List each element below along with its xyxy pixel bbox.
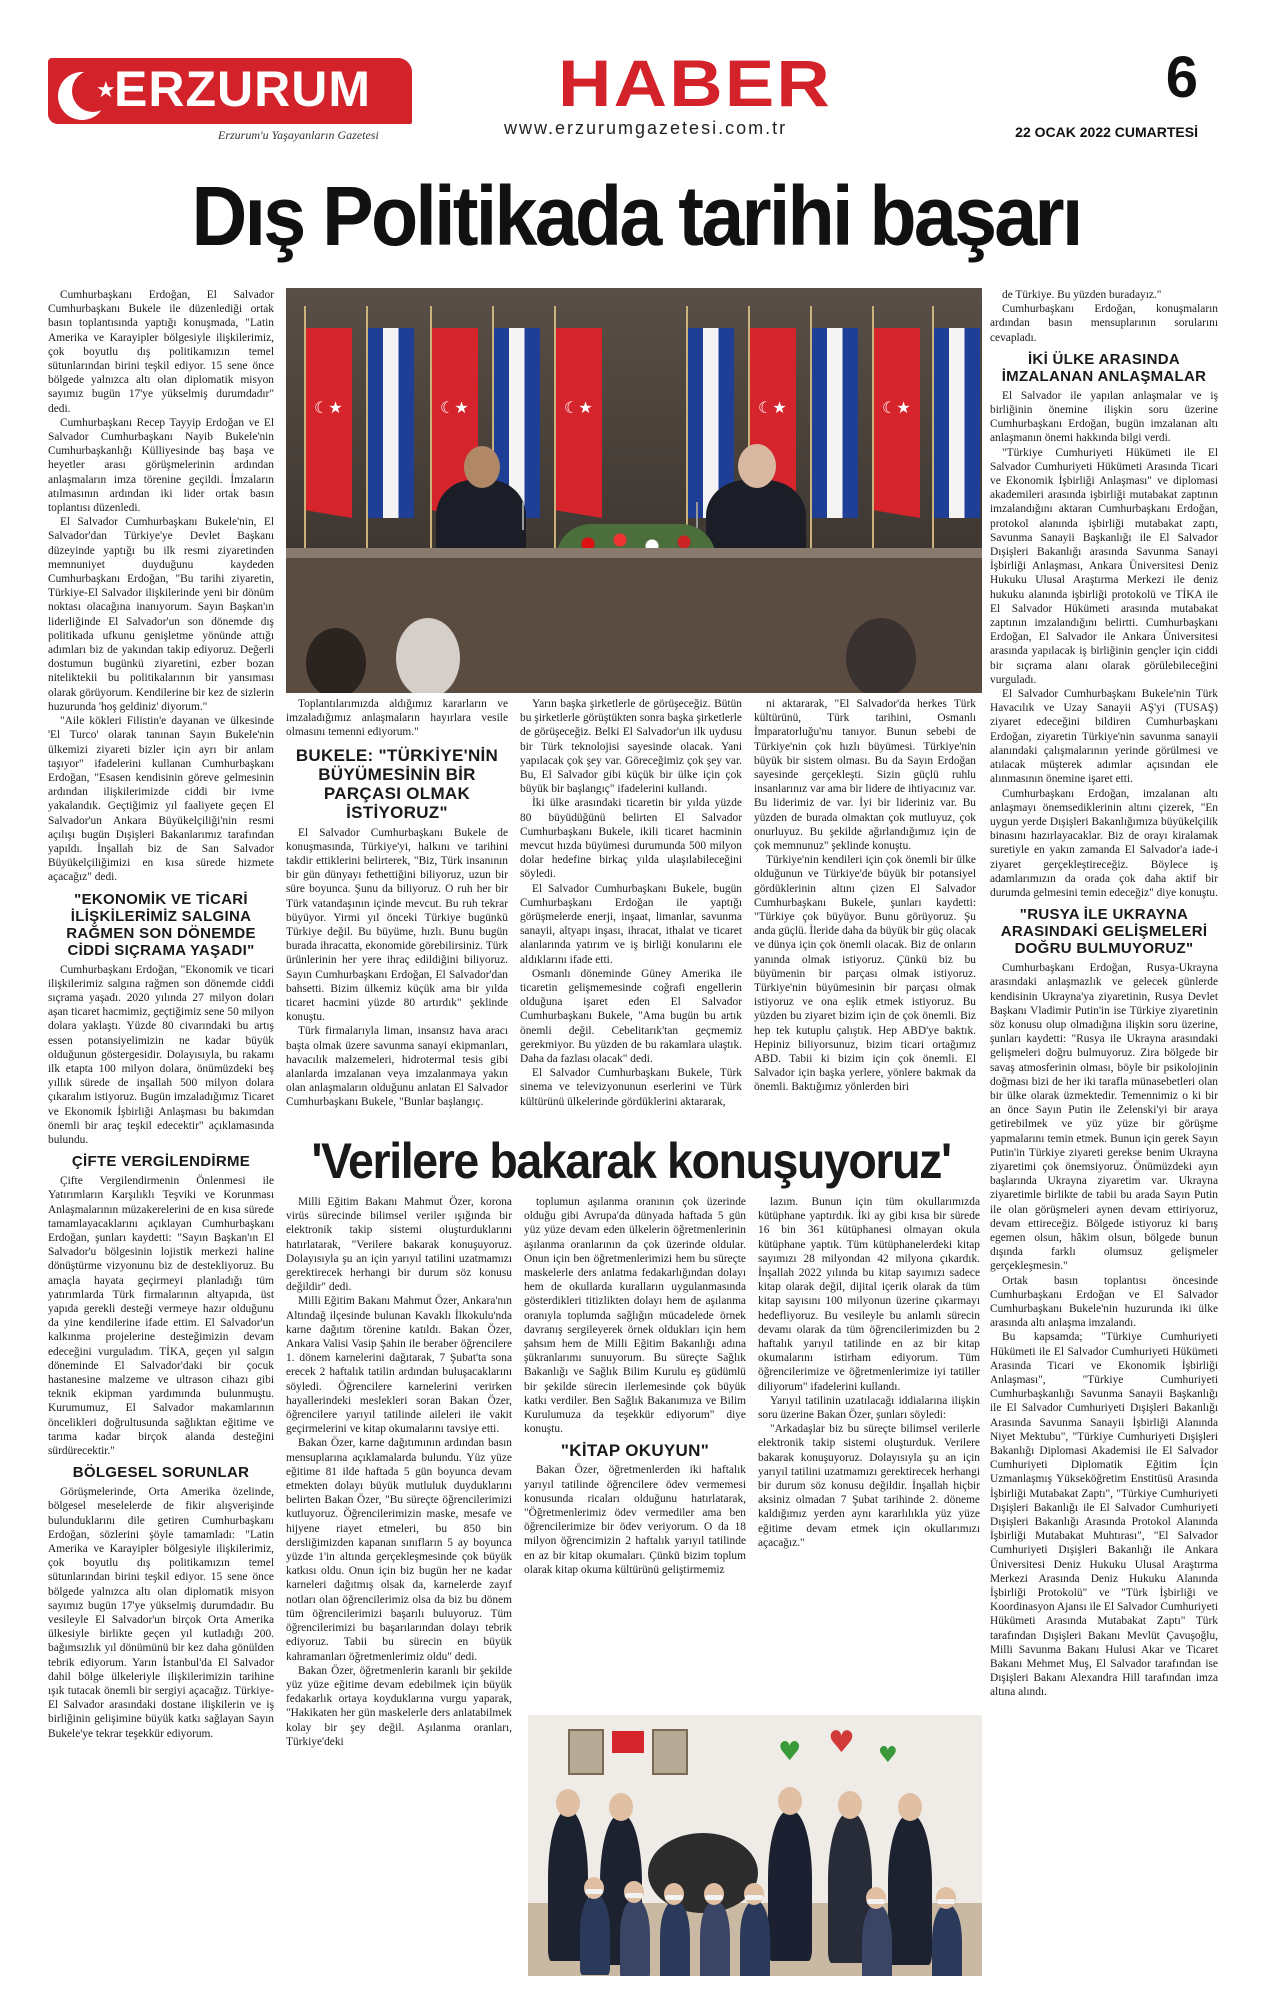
child-head [624,1881,644,1903]
newspaper-logo[interactable] [48,58,412,154]
turkish-flag-icon [556,328,602,518]
person-head [464,446,500,488]
paragraph: Yarıyıl tatilinin uzatılacağı iddialarına ilişkin soru üzerine Bakan Özer, şunları söyledi: [758,1394,980,1422]
paragraph: El Salvador Cumhurbaşkanı Bukele de konuşmasında, Türkiye'yi, halkını ve tarihini takdir ettiklerini belirterek, "Biz, Türk insanının bir gün dünyayı fethettiğini biliyoruz, uzun bir süre boyunca. Şunu da biliyoruz. O ruh her bir Türk vatandaşının içinde mevcut. Bu ruh tekrar büyüyor. Yirmi yıl önceki Türkiye bugünkü Türkiye değil. Bu büyüme, hızlı. Bunu bugün burada ihracatta, ekonomide görebilirsiniz. Türk ürünlerinin her yere ihraç edildiğini biliyoruz. Sayın Cumhurbaşkanı Erdoğan, El Salvador'dan bahsetti. Bizim ülkemiz küçük ama bir yılda ticaret hacmini yüzde 80 artırdık" şeklinde konuştu. [286,826,508,1024]
star-icon: ★ [96,78,116,103]
subheading-kitap: "KİTAP OKUYUN" [560,1441,710,1461]
masthead [48,44,1228,154]
website-link[interactable]: www.erzurumgazetesi.com.tr [504,118,788,138]
portrait-frame [568,1729,604,1775]
paragraph: Türk firmalarıyla liman, insansız hava aracı başta olmak üzere savunma sanayi ekipmanları, havacılık malzemeleri, hidrotermal tesis gibi alanlarda imzalanan veya imzalanmaya yakın olan anlaşmaların olduğunu anlatan El Salvador Cumhurbaşkanı Bukele, "Bunlar başlangıç. [286,1025,508,1109]
portrait-frame [652,1729,688,1775]
face-mask [867,1899,885,1904]
paragraph: ni aktararak, "El Salvador'da herkes Türk kültürünü, Türk tarihini, Osmanlı İmparatorluğu'nu tanıyor. Bunun sebebi de Türkiye'nin çok hızlı büyümesi. Türkiye'nin büyük bir sistem olması. Bu da Sayın Erdoğan sayesinde gerçekleşti. Sizin güçlü ruhlu insanlarınız var ama bir lidere de ihtiyacınız var. Bu liderimiz de var. İyi bir lideriniz var. Bu yüzden de burada olmaktan çok mutluyuz, çok onurluyuz. Bu şekilde ağırlandığımız için de çok memnunuz" şeklinde konuştu. [754,698,976,853]
subheading-bukele: BUKELE: "TÜRKİYE'NİN BÜYÜMESİNİN BİR PARÇASI OLMAK İSTİYORUZ" [295,745,499,822]
child-figure [700,1901,730,1976]
paragraph: de Türkiye. Bu yüzden buradayız." [1002,289,1162,301]
audience-head [306,628,366,693]
paragraph: Cumhurbaşkanı Erdoğan, "Ekonomik ve ticari ilişkilerimiz salgına rağmen son dönemde ciddi sıçrama yaşadı. 2020 yılında 27 milyon doları aşan ticaret hacmimiz, geçtiğimiz sene 50 milyon dolara yaklaştı. Yüzde 80 civarındaki bu artış essen potansiyelimizin ne kadar büyük olduğunun göstergesidir. Dolayısıyla, bu rakamı ilk etapta 100 milyon dolara, önümüzdeki beş yıllık sürede de inşallah 500 milyon dolara çıkaralım istiyoruz. Bugün imzaladığımız Ticaret ve Ekonomik İşbirliği Anlaşması bu bakımdan önemli bir araç teşkil edecektir" açıklamasında bulundu. [48,963,274,1146]
flag-pole [872,306,874,556]
person-head [738,444,776,488]
face-mask [625,1893,643,1898]
classroom-photo [528,1715,982,1976]
section-title: HABER [558,46,833,120]
child-head [936,1887,956,1909]
person-head [556,1789,580,1817]
child-figure [660,1901,690,1976]
person-head [778,1787,802,1815]
face-mask [937,1899,955,1904]
audience-head [846,618,916,693]
audience-head [396,618,460,693]
paragraph: İki ülke arasındaki ticaretin bir yılda yüzde 80 büyüdüğünü belirten El Salvador Cumhurbaşkanı Bukele, ikili ticaret hacminin mevcut hızda büyümesi durumunda 500 milyon dolar hedefine birkaç yılda ulaşılabileceğini söyledi. [520,797,742,881]
main-headline: Dış Politikada tarihi başarı [191,169,1081,263]
paragraph: Cumhurbaşkanı Erdoğan, El Salvador Cumhurbaşkanı Bukele ile düzenlediği ortak basın toplantısında yaptığı konuşmada, "Latin Amerika ve Karayipler bölgesiyle ilişkilerimiz, çok boyutlu dış politikamızın temel sütunlarından birini teşkil ediyor. 15 sene önce bölgede yalnızca altı olan diplomatik misyon sayımız bugün 17'ye yükselmiş durumdadır" dedi. [48,289,274,415]
paragraph: Bakan Özer, karne dağıtımının ardından basın mensuplarına açıklamalarda bulundu. Yüz yüze eğitime 81 ilde haftada 5 gün boyunca devam etmekten dolayı büyük mutluluk duyduklarını belirten Bakan Özer, "Bu süreçte öğrencilerimizi kutluyoruz. Öğrencilerimizin maske, mesafe ve hijyene riayet etmeleri, bu 850 bin dersliğimizden kapanan sınıfların 5 ay boyunca yüzde 1'in altında gerçekleşmesinde çok büyük katkısı oldu. Onun için biz bugün her ne kadar karneleri dağıtmış olsak da, karnelerde zayıf notları olan öğrencilerimiz olsa da biz bu dönem tüm öğrencilerimizi başarılı buluyoruz. Tüm öğrencilerimizi bu başarılarından dolayı tebrik ediyoruz. Tabii bu sürecin en büyük kahramanları öğretmenlerimiz oldu" dedi. [286,1437,512,1663]
paragraph: lazım. Bunun için tüm okullarımızda kütüphane yaptırdık. İki ay gibi kısa bir sürede 16 bin 361 kütüphanesi olmayan okula kütüphane yaptık. Tüm kütüphanelerdeki kitap sayımızı 28 milyondan 42 milyona çıkardık. İnşallah 2022 yılında bu kitap sayımızı sadece kitap olarak değil, dijital içerik olarak da tüm kitap sayısını 100 milyonun üzerine çıkarmayı hedefliyoruz. Bu vesileyle bu anlamlı sürecin devamı olarak da tüm öğrencilerimizden bu 2 haftalık yarıyıl tatilinde en az bir kitap okumalarını istirham ediyorum. Tüm öğrencilerimize ve öğretmenlerimize iyi tatiller diliyorum" ifadelerini kullandı. [758,1196,980,1393]
child-figure [620,1899,650,1976]
article2-column-2 [524,1195,746,1705]
paragraph: Görüşmelerinde, Orta Amerika özelinde, bölgesel meselelerde de fikir alışverişinde bulunduklarını dile getiren Cumhurbaşkanı Erdoğan, sözlerini şöyle tamamladı: "Latin Amerika ve Karayipler bölgesiyle ilişkilerimiz, çok boyutlu dış politikamızın temel sütunlarından birini teşkil ediyor. 15 sene önce bölgede yalnızca altı olan diplomatik misyon sayımız bugün 17'ye yükselmiş durumdadır. Bu vesileyle El Salvador'un birçok Orta Amerika ülkesiyle birlikte geçen yıl kutladığı 200. bağımsızlık yıl dönümünü bir kez daha gönülden tebrik ediyorum. Yarın İstanbul'da El Salvador dahil bölge ülkeleriyle ilişkilerimizin tarihine ışık tutacak önemli bir sergiyi açacağız. Türkiye-El Salvador arasındaki dostane ilişkilerin ve iş birliğinin gelişimine büyük katkı sağlayan Sayın Bukele'ye tekrar teşekkür ediyorum. [48,1486,274,1740]
paragraph: "Arkadaşlar biz bu süreçte bilimsel verilerle elektronik takip sistemi oluşturduk. Verilere bakarak konuşuyoruz. Dolayısıyla şu an için yarıyıl tatilini uzatmamızı gerektirecek herhangi bir durum söz konusu değildir. İnşallah hiçbir aksiniz olmadan 7 Şubat tarihinde 2. döneme kaldığımız yerden aynı kararlılıkla yüz yüze eğitime devam etmek için okullarımızı açacağız." [758,1423,980,1549]
person-head [898,1793,922,1821]
paragraph: Bu kapsamda; "Türkiye Cumhuriyeti Hükümeti ile El Salvador Cumhuriyeti Hükümeti Arasında Ticari ve Ekonomik İşbirliği Anlaşması", "Türkiye Cumhuriyeti Cumhurbaşkanlığı Savunma Sanayii Başkanlığı ile El Salvador Cumhuriyeti Dışişleri Bakanlığı Arasında Savunma Sanayii İşbirliği Alanında Niyet Mektubu", "Türkiye Cumhuriyeti Dışişleri Bakanlığı Diplomasi Akademisi ile El Salvador Cumhuriyeti Diplomatik Eğitim İçin Uzmanlaşmış Yükseköğretim Enstitüsü Arasında İşbirliği Mutabakat Zaptı", "Türkiye Cumhuriyeti Dışişleri Bakanlığı ile El Salvador Cumhuriyeti Dışişleri Bakanlığı Arasında Protokol Alanında İşbirliği Mutabakat Muhtırası", "El Salvador Cumhuriyeti Dışişleri Bakanlığı ile Ankara Üniversitesi Deniz Hukuku Ulusal Araştırma Merkezi Arasında Deniz Hukuku Alanında İşbirliği Protokolü" ve "Türk İşbirliği ve Koordinasyon Ajansı ile El Salvador Cumhuriyeti Hükümeti Arasında Mutabakat Zaptı" Türk tarafından Dışişleri Bakanı Mevlüt Çavuşoğlu, Milli Savunma Bakanı Hulusi Akar ve Ticaret Bakanı Mehmet Muş, El Salvador tarafından ise Dışişleri Bakanı Alexandra Hill tarafından imza altına alındı. [990,1331,1218,1699]
turkish-flag-icon [612,1731,644,1753]
paragraph: Cumhurbaşkanı Erdoğan, konuşmaların ardından basın mensuplarının sorularını cevapladı. [990,303,1218,344]
person-head [609,1793,633,1821]
paragraph: "Türkiye Cumhuriyeti Hükümeti ile El Salvador Cumhuriyeti Hükümeti Arasında Ticari ve Ekonomik İşbirliği Anlaşması" ve diplomasi akademileri arasında işbirliği mutabakat zaptının imzalandığını aktaran Cumhurbaşkanı Erdoğan, protokol alanında işbirliği mutabakat zaptı, Savunma Sanayii Başkanlığı ile El Salvador Dışişleri Bakanlığı arasında Savunma Sanayi İşbirliği Anlaşması, Ankara Üniversitesi Deniz Hukuku Ulusal Araştırma Merkezi ile deniz hukuku alanında işbirliği protokolü ve TİKA ile El Salvador Hükümeti arasında mutabakat zaptının imzalandığını belirtti. Cumhurbaşkanı Erdoğan, El Salvador ile Ankara Üniversitesi arasında yapılacak iş birliğinin gençler için ciddi bir sıçrama alanı olarak görülebileceğini vurguladı. [990,446,1218,686]
logo-tagline: Erzurum'u Yaşayanların Gazetesi [218,128,379,142]
child-figure [740,1901,770,1976]
paragraph: El Salvador Cumhurbaşkanı Bukele'nin Türk Havacılık ve Uzay Sanayii AŞ'yi (TUSAŞ) ziyaret edeceğini bildiren Cumhurbaşkanı Erdoğan, ziyaretin Türkiye'nin savunma sanayii alanındaki çalışmalarının yerinde görülmesi ve atılacak müşterek adımlar açısından ele alınmasının önemine işaret etti. [990,688,1218,786]
paragraph: Osmanlı döneminde Güney Amerika ile ticaretin gelişmemesinde coğrafi engellerin olduğuna işaret eden El Salvador Cumhurbaşkanı Bukele, "Ama bugün bu artık önemli değil. Cebelitarık'tan geçmemiz gerekmiyor. Bu yüzden de bu rakamlara ulaştık. Daha da fazlası olacak" dedi. [520,967,742,1066]
child-head [664,1883,684,1905]
child-figure [580,1895,610,1975]
paragraph: Cumhurbaşkanı Erdoğan, Rusya-Ukrayna arasındaki anlaşmazlık ve gelecek günlerde kendisinin Ukrayna'ya ziyaretinin, Rusya Devlet Başkanı Vladimir Putin'in ise Türkiye ziyaretinin söz konusu olup olmadığına ilişkin soru üzerine, şunları kaydetti: "Rusya ile Ukrayna arasındaki gelişmeleri doğru bulmuyoruz. Zira bölgede bir savaş atmosferinin olması, böyle bir psikolojinin doğması bizi de her iki tarafla münasebetleri olan bir ülke olarak üzmektedir. Temennimiz o ki bir an önce Sayın Putin ile Zelenski'yi bir araya getirebilmek ve yüz yüze bir görüşme yapmalarını temin etmek. Bunun için gerek Sayın Putin'in Türkiye ziyareti gerekse benim Ukrayna ziyaretimi çok önemsiyoruz. Önümüzdeki ayın başlarında Ukrayna ziyaretim var. Ukrayna ziyaretimle birlikte de tabii bu arada Sayın Putin ile olan görüşmeleri aynen devam ettiriyoruz, devam ettireceğiz. Bölgede istiyoruz ki barış egemen olsun, hâkim olsun, bölgede bunun dışında farklı olumsuz gelişmeler gerçekleşmesin." [990,962,1218,1273]
paragraph: Milli Eğitim Bakanı Mahmut Özer, Ankara'nın Altındağ ilçesinde bulunan Kavaklı İlkokulu'nda karne dağıtım törenine katıldı. Bakan Özer, Ankara Valisi Vasip Şahin ile beraber öğrencilere 1. dönem karnelerini dağıtarak, 7 Şubat'ta sona erecek 2 haftalık tatilin ardından buluşacaklarını söyledi. Öğrencilere karnelerini verirken hayallerindeki meslekleri soran Bakan Özer, öğrencilere yarıyıl tatilinde aileleri ile vakit geçirmelerini ve kitap okumalarını tavsiye etti. [286,1295,512,1436]
article1-column-5 [990,288,1218,1996]
issue-date: 22 OCAK 2022 CUMARTESİ [1015,124,1198,140]
turkish-flag-icon [306,328,352,518]
face-mask [585,1889,603,1894]
heart-decoration-icon: ♥ [778,1737,802,1767]
paragraph: Çifte Vergilendirmenin Önlenmesi ile Yatırımların Karşılıklı Teşviki ve Korunması Anlaşmalarının müzakerelerini de en kısa sürede tamamlayacaklarını açıklayan Cumhurbaşkanı Erdoğan, şunları kaydetti: "Sayın Başkan'ın El Salvador'u bölgesinin lojistik merkezi haline dönüştürme vizyonunu biz de destekliyoruz. Bu amaçla hayata geçirmeyi planladığı tüm yatırımlarda Türk firmalarının altyapıda, üst yapıda gerekli desteği vermeye hazır olduğunu da yine kendilerine ifade ettim. El Salvador'un kalkınma projelerine desteğimizin devam edeceğini vurguladım. TİKA, geçen yıl salgın döneminde El Salvador'daki bir çocuk hastanesine malzeme ve ultrason cihazı gibi teknik ekipman yardımında bulunmuştu. Kurumumuz, El Salvador makamlarının öncelikleri doğrultusunda sağlıktan eğitime ve tarıma kadar birçok alanda desteğini sürdürecektir." [48,1175,274,1458]
child-head [584,1877,604,1899]
article1-column-3 [520,697,742,1121]
subheading-bolgesel: BÖLGESEL SORUNLAR [72,1464,250,1482]
subheading-cifte: ÇİFTE VERGİLENDİRME [71,1153,251,1171]
flag-pole [554,306,556,556]
paragraph: Cumhurbaşkanı Recep Tayyip Erdoğan ve El Salvador Cumhurbaşkanı Nayib Bukele'nin Cumhurbaşkanlığı Külliyesinde baş başa ve heyetler arası görüşmelerinin ardından anlaşmaların imza törenine geçildi. İmzaların atılmasının ardından iki lider ortak basın toplantısı düzenledi. [48,416,274,515]
el-salvador-flag-icon [368,328,414,518]
flag-pole [430,306,432,556]
child-figure [862,1905,892,1976]
paragraph: El Salvador Cumhurbaşkanı Bukele, Türk sinema ve televizyonunun eserlerini ve Türk kültürünü ülkelerinde gördüklerini aktararak, [520,1067,742,1108]
face-mask [745,1895,763,1900]
microphone-icon [522,502,524,530]
turkish-flag-icon [874,328,920,518]
article2-column-1 [286,1195,512,1985]
paragraph: Türkiye'nin kendileri için çok önemli bir ülke olduğunun ve Türkiye'de büyük bir potansiyel gördüklerinin altını çizen El Salvador Cumhurbaşkanı Bukele, şunları kaydetti: "Türkiye çok büyüyor. Bunu görüyoruz. Şu anda güçlü. İleride daha da büyük bir güç olacak ve dünya için çok önemli olacak. Biz de onların yanında olmak istiyoruz. Çünkü biz bu büyümenin bir parçası olmak istiyoruz. Türkiye'nin büyümesinin bir parçası olmak istiyoruz ve ona eşlik etmek istiyoruz. Bu yüzden bu ziyaret bizim için de çok önemli. Biz hep tek kutuplu çalıştık. Hep ABD'ye baktık. Hepiniz biliyorsunuz, bizim ticari ortağımız ABD. Tabii ki bizim için çok önemli. El Salvador için başka yerlere, yönlere bakmak da önemli. Baktığımız yönlerden biri [754,854,976,1094]
article1-column-4 [754,697,976,1121]
paragraph: El Salvador Cumhurbaşkanı Bukele'nin, El Salvador'dan Türkiye'ye Devlet Başkanı düzeyinde yaptığı bu ilk resmi ziyaretinden memnuniyet duyduğunu kaydeden Cumhurbaşkanı Erdoğan, "Bu tarihi ziyaretin, Türkiye-El Salvador ilişkilerinde yeni bir dönüm noktası olacağına inanıyorum. Sayın Başkan'ın liderliğinde El Salvador'un son dönemde dış politikada ufkunu genişletme yönünde attığı adımları biz de yakından takip ediyoruz. Değerli dostumun bugünkü ziyaretini, ezber bozan niteliktekii bu politikalarının bir yansıması olarak görüyorum. Kendilerine bir kez de sizlerin huzurunda 'hoş geldiniz' diyorum." [48,516,274,713]
subheading-ekonomik: "EKONOMİK VE TİCARİ İLİŞKİLERİMİZ SALGINA RAĞMEN SON DÖNEMDE CİDDİ SIÇRAMA YAŞADI" [66,890,256,959]
paragraph: Bakan Özer, öğretmenlerin karanlı bir şekilde yüz yüze eğitime devam edebilmek için büyük fedakarlık ortaya koyduklarına vurgu yaparak, "Hakikaten her gün maskelerle ders anlatabilmek kolay bir şey değil. Aşılanma oranları, Türkiye'deki [286,1664,512,1748]
page-number: 6 [1165,45,1198,110]
paragraph: "Aile kökleri Filistin'e dayanan ve ülkesinde 'El Turco' olarak tanınan Sayın Bukele'nin ülkemizi ziyareti bizler için ayrı bir anlam taşıyor" ifadelerini kullanan Cumhurbaşkanı Erdoğan, "Esasen kendisinin göreve gelmesinin ardından ilişkilerimizde ciddi bir ivme yakalandık. Geçtiğimiz yıl faaliyete geçen El Salvador'un Ankara Büyükelçiliği'nin resmi açılışı bugün Dışişleri Bakanlarımız tarafından yapıldı. İnşallah biz de San Salvador Büyükelçiliğimizi en kısa sürede hizmete açacağız" dedi. [48,715,274,884]
child-head [866,1887,886,1909]
child-head [704,1883,724,1905]
flag-pole [304,306,306,556]
face-mask [705,1895,723,1900]
adult-figure [888,1815,932,1965]
article2-column-3 [758,1195,980,1705]
logo-banner [48,58,412,124]
paragraph: El Salvador ile yapılan anlaşmalar ve iş birliğinin önemine ilişkin soru üzerine Cumhurbaşkanı Erdoğan, bugün imzalanan altı anlaşmanın önemi hakkında bilgi verdi. [990,389,1218,445]
heart-decoration-icon: ♥ [828,1725,855,1760]
paragraph: toplumun aşılanma oranının çok üzerinde olduğu gibi Avrupa'da dünyada haftada 5 gün yüz yüze devam eden ülkelerin öğretmenlerinin aşılanma oranlarının da çok üzerinde oldular. Onun için ben öğretmenlerimizi hem bu süreçte maskelerle ders anlatma fedakarlığından dolayı hem de okullarda kuralların uygulanmasında gösterdikleri titizlikten dolayı hem de aşılanma oranıyla toplumda sağlığın mücadelede örnek davranış sergileyerek örnek oldukları için hem şahsım hem de Milli Eğitim Bakanlığı adına şükranlarımı sunuyorum. Bu süreçte Sağlık Bakanlığı ve Sağlık Bilim Kurulu eş güdümlü bir şekilde sürecin ilerlemesinde çok büyük katkı verdiler. Ben Sağlık Bakanımıza ve Bilim Kurulumuza da teşekkür ediyorum" diye konuştu. [524,1196,746,1436]
el-salvador-flag-icon [934,328,980,518]
microphone-icon [696,502,698,530]
article1-column-1 [48,288,274,1996]
subheading-iki-ulke: İKİ ÜLKE ARASINDA İMZALANAN ANLAŞMALAR [1001,350,1207,385]
article1-column-2 [286,697,508,1121]
person-head [838,1791,862,1819]
paragraph: Ortak basın toplantısı öncesinde Cumhurbaşkanı Erdoğan ve El Salvador Cumhurbaşkanı Bukele'nin huzurunda iki ülke arasında altı anlaşma imzalandı. [990,1274,1218,1330]
press-conference-photo [286,288,982,693]
secondary-headline: 'Verilere bakarak konuşuyoruz' [311,1133,951,1189]
board-decoration [648,1833,758,1913]
el-salvador-flag-icon [812,328,858,518]
paragraph: Milli Eğitim Bakanı Mahmut Özer, korona virüs sürecinde bilimsel veriler ışığında bir elektronik takip sistemi oluşturduklarını hatırlatarak, "Verilere bakarak konuşuyoruz. Dolayısıyla şu an için yarıyıl tatilini uzatmamızı gerektirecek herhangi bir durum söz konusu değildir" dedi. [286,1196,512,1294]
child-head [744,1883,764,1905]
paragraph: Yarın başka şirketlerle de görüşeceğiz. Bütün bu şirketlerle görüştükten sonra başka şirketlerle de görüşeceğiz. Belki El Salvador'un ilk uydusu bir Türk teknolojisi sayesinde olacak. Yani yapılacak çok şey var. Göreceğimiz çok şey var. Bu, El Salvador gibi küçük bir ülke için çok büyük bir başlangıç" ifadelerini kullandı. [520,698,742,796]
child-figure [932,1905,962,1976]
paragraph: Toplantılarımızda aldığımız kararların ve imzaladığımız anlaşmaların hayırlara vesile olmasını temenni ediyorum." [286,698,508,739]
face-mask [665,1895,683,1900]
paragraph: Bakan Özer, öğretmenlerden iki haftalık yarıyıl tatilinde öğrencilere ödev vermemesi konusunda ricaları olduğunu hatırlatarak, "Öğretmenlerimiz ödev vermediler ama ben öğrencilerimize bir ödev veriyorum. O da 18 milyon öğrencimizin 2 haftalık yarıyıl tatilinde en az bir kitap okumaları. Çünkü bizim toplum olarak kitap okuma kültürünü geliştirmemiz [524,1464,746,1576]
subheading-rusya: "RUSYA İLE UKRAYNA ARASINDAKİ GELİŞMELERİ DOĞRU BULMUYORUZ" [1000,906,1208,958]
adult-figure [768,1811,812,1961]
logo-text: ERZURUM [114,61,371,117]
heart-decoration-icon: ♥ [878,1743,898,1768]
paragraph: Cumhurbaşkanı Erdoğan, imzalanan altı anlaşmayı önemsediklerinin altını çizerek, "En uygun yerde Dışişleri Bakanlığımıza büyükelçilik binasını hazırlayacaklar. Biz de orayı kiralamak suretiyle en yakın zamanda El Salvador'a iade-i ziyaret gerçekleştireceğiz. Böylece iş adamlarımızın da orada çok daha aktif bir durumda gelmesini temin edeceğiz" diye konuştu. [990,787,1218,899]
paragraph: El Salvador Cumhurbaşkanı Bukele, bugün Cumhurbaşkanı Erdoğan ile yaptığı görüşmelerde enerji, inşaat, limanlar, savunma sanayii, altyapı inşası, ihracat, ithalat ve ticaret alanlarında yatırım ve iş birliği konularını ele aldıklarını ifade etti. [520,882,742,966]
